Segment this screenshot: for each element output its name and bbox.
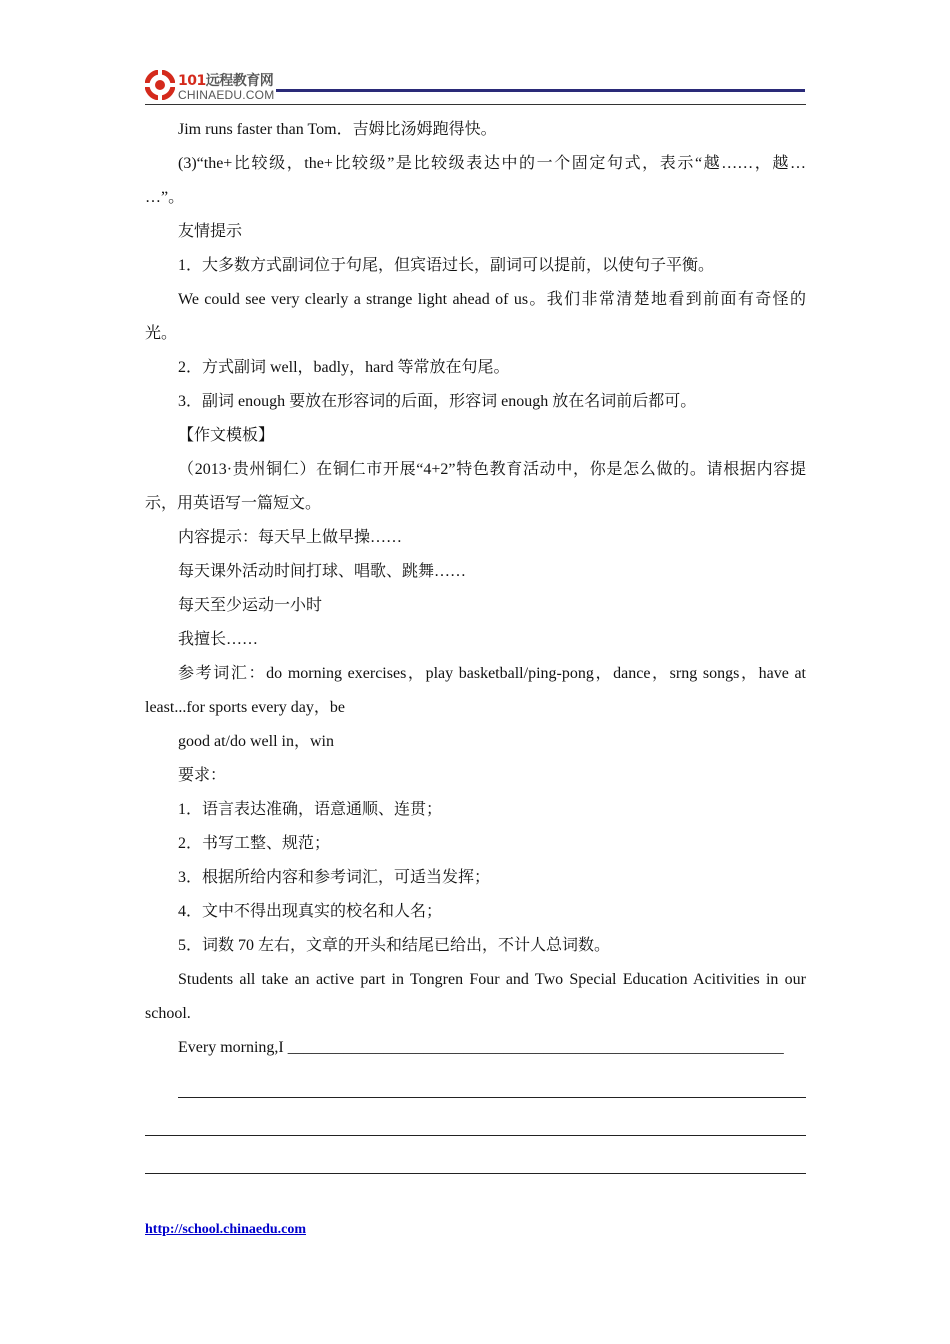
text-line: 参考词汇：do morning exercises，play basketball/ping-pong，dance，srng songs，have at xyxy=(178,665,806,682)
writing-blank-line[interactable] xyxy=(145,1151,806,1174)
writing-blank-line[interactable] xyxy=(145,1113,806,1136)
text-line: We could see very clearly a strange light ahead of us。我们非常清楚地看到前面有奇怪的 xyxy=(178,291,806,308)
text-line: 光。 xyxy=(145,325,178,342)
text-line: 我擅长…… xyxy=(178,631,259,648)
document-body xyxy=(145,113,806,1174)
text-line: Every morning,I ______________________________________________________________ xyxy=(178,1039,784,1056)
text-line: Students all take an active part in Tongren Four and Two Special Education Acitivities in our xyxy=(178,971,806,988)
text-line: 每天课外活动时间打球、唱歌、跳舞…… xyxy=(178,563,467,580)
text-line: 1．语言表达准确，语意通顺、连贯； xyxy=(178,801,443,818)
logo-number: 101 xyxy=(178,73,206,89)
text-line: （2013·贵州铜仁）在铜仁市开展“4+2”特色教育活动中，你是怎么做的。请根据内容提 xyxy=(178,461,806,478)
text-line: 2．书写工整、规范； xyxy=(178,835,331,852)
page-header xyxy=(145,68,806,108)
chinaedu-logo-icon xyxy=(145,70,175,100)
text-line: 3．副词 enough 要放在形容词的后面，形容词 enough 放在名词前后都可。 xyxy=(178,393,697,410)
text-line: 每天至少运动一小时 xyxy=(178,597,323,614)
logo-chinese: 远程教育网 xyxy=(205,73,274,89)
text-line: 4．文中不得出现真实的校名和人名； xyxy=(178,903,443,920)
page-footer xyxy=(145,1222,306,1238)
text-line: good at/do well in，win xyxy=(178,733,334,750)
header-rule-thin xyxy=(145,104,806,105)
text-line: 示，用英语写一篇短文。 xyxy=(145,495,322,512)
logo-domain: CHINAEDU.COM xyxy=(178,88,275,102)
text-line: 内容提示：每天早上做早操…… xyxy=(178,529,403,546)
text-line: 2．方式副词 well，badly，hard 等常放在句尾。 xyxy=(178,359,510,376)
text-line: school. xyxy=(145,1005,191,1022)
writing-blank-line[interactable] xyxy=(178,1075,806,1098)
text-line: 1．大多数方式副词位于句尾，但宾语过长，副词可以提前，以使句子平衡。 xyxy=(178,257,715,274)
text-line: Jim runs faster than Tom．吉姆比汤姆跑得快。 xyxy=(178,121,497,138)
header-rule-thick xyxy=(276,89,805,92)
text-line: 5．词数 70 左右，文章的开头和结尾已给出，不计人总词数。 xyxy=(178,937,611,954)
text-line: (3)“the+比较级，the+比较级”是比较级表达中的一个固定句式，表示“越……，越… xyxy=(178,155,806,172)
text-line: 3．根据所给内容和参考词汇，可适当发挥； xyxy=(178,869,491,886)
section-heading: 友情提示 xyxy=(178,223,243,240)
section-heading: 【作文模板】 xyxy=(178,427,275,444)
logo-text xyxy=(178,70,273,90)
footer-link[interactable]: http://school.chinaedu.com xyxy=(145,1222,307,1237)
text-line: 要求： xyxy=(178,767,227,784)
text-line: least...for sports every day，be xyxy=(145,699,345,716)
text-line: …”。 xyxy=(145,189,185,206)
